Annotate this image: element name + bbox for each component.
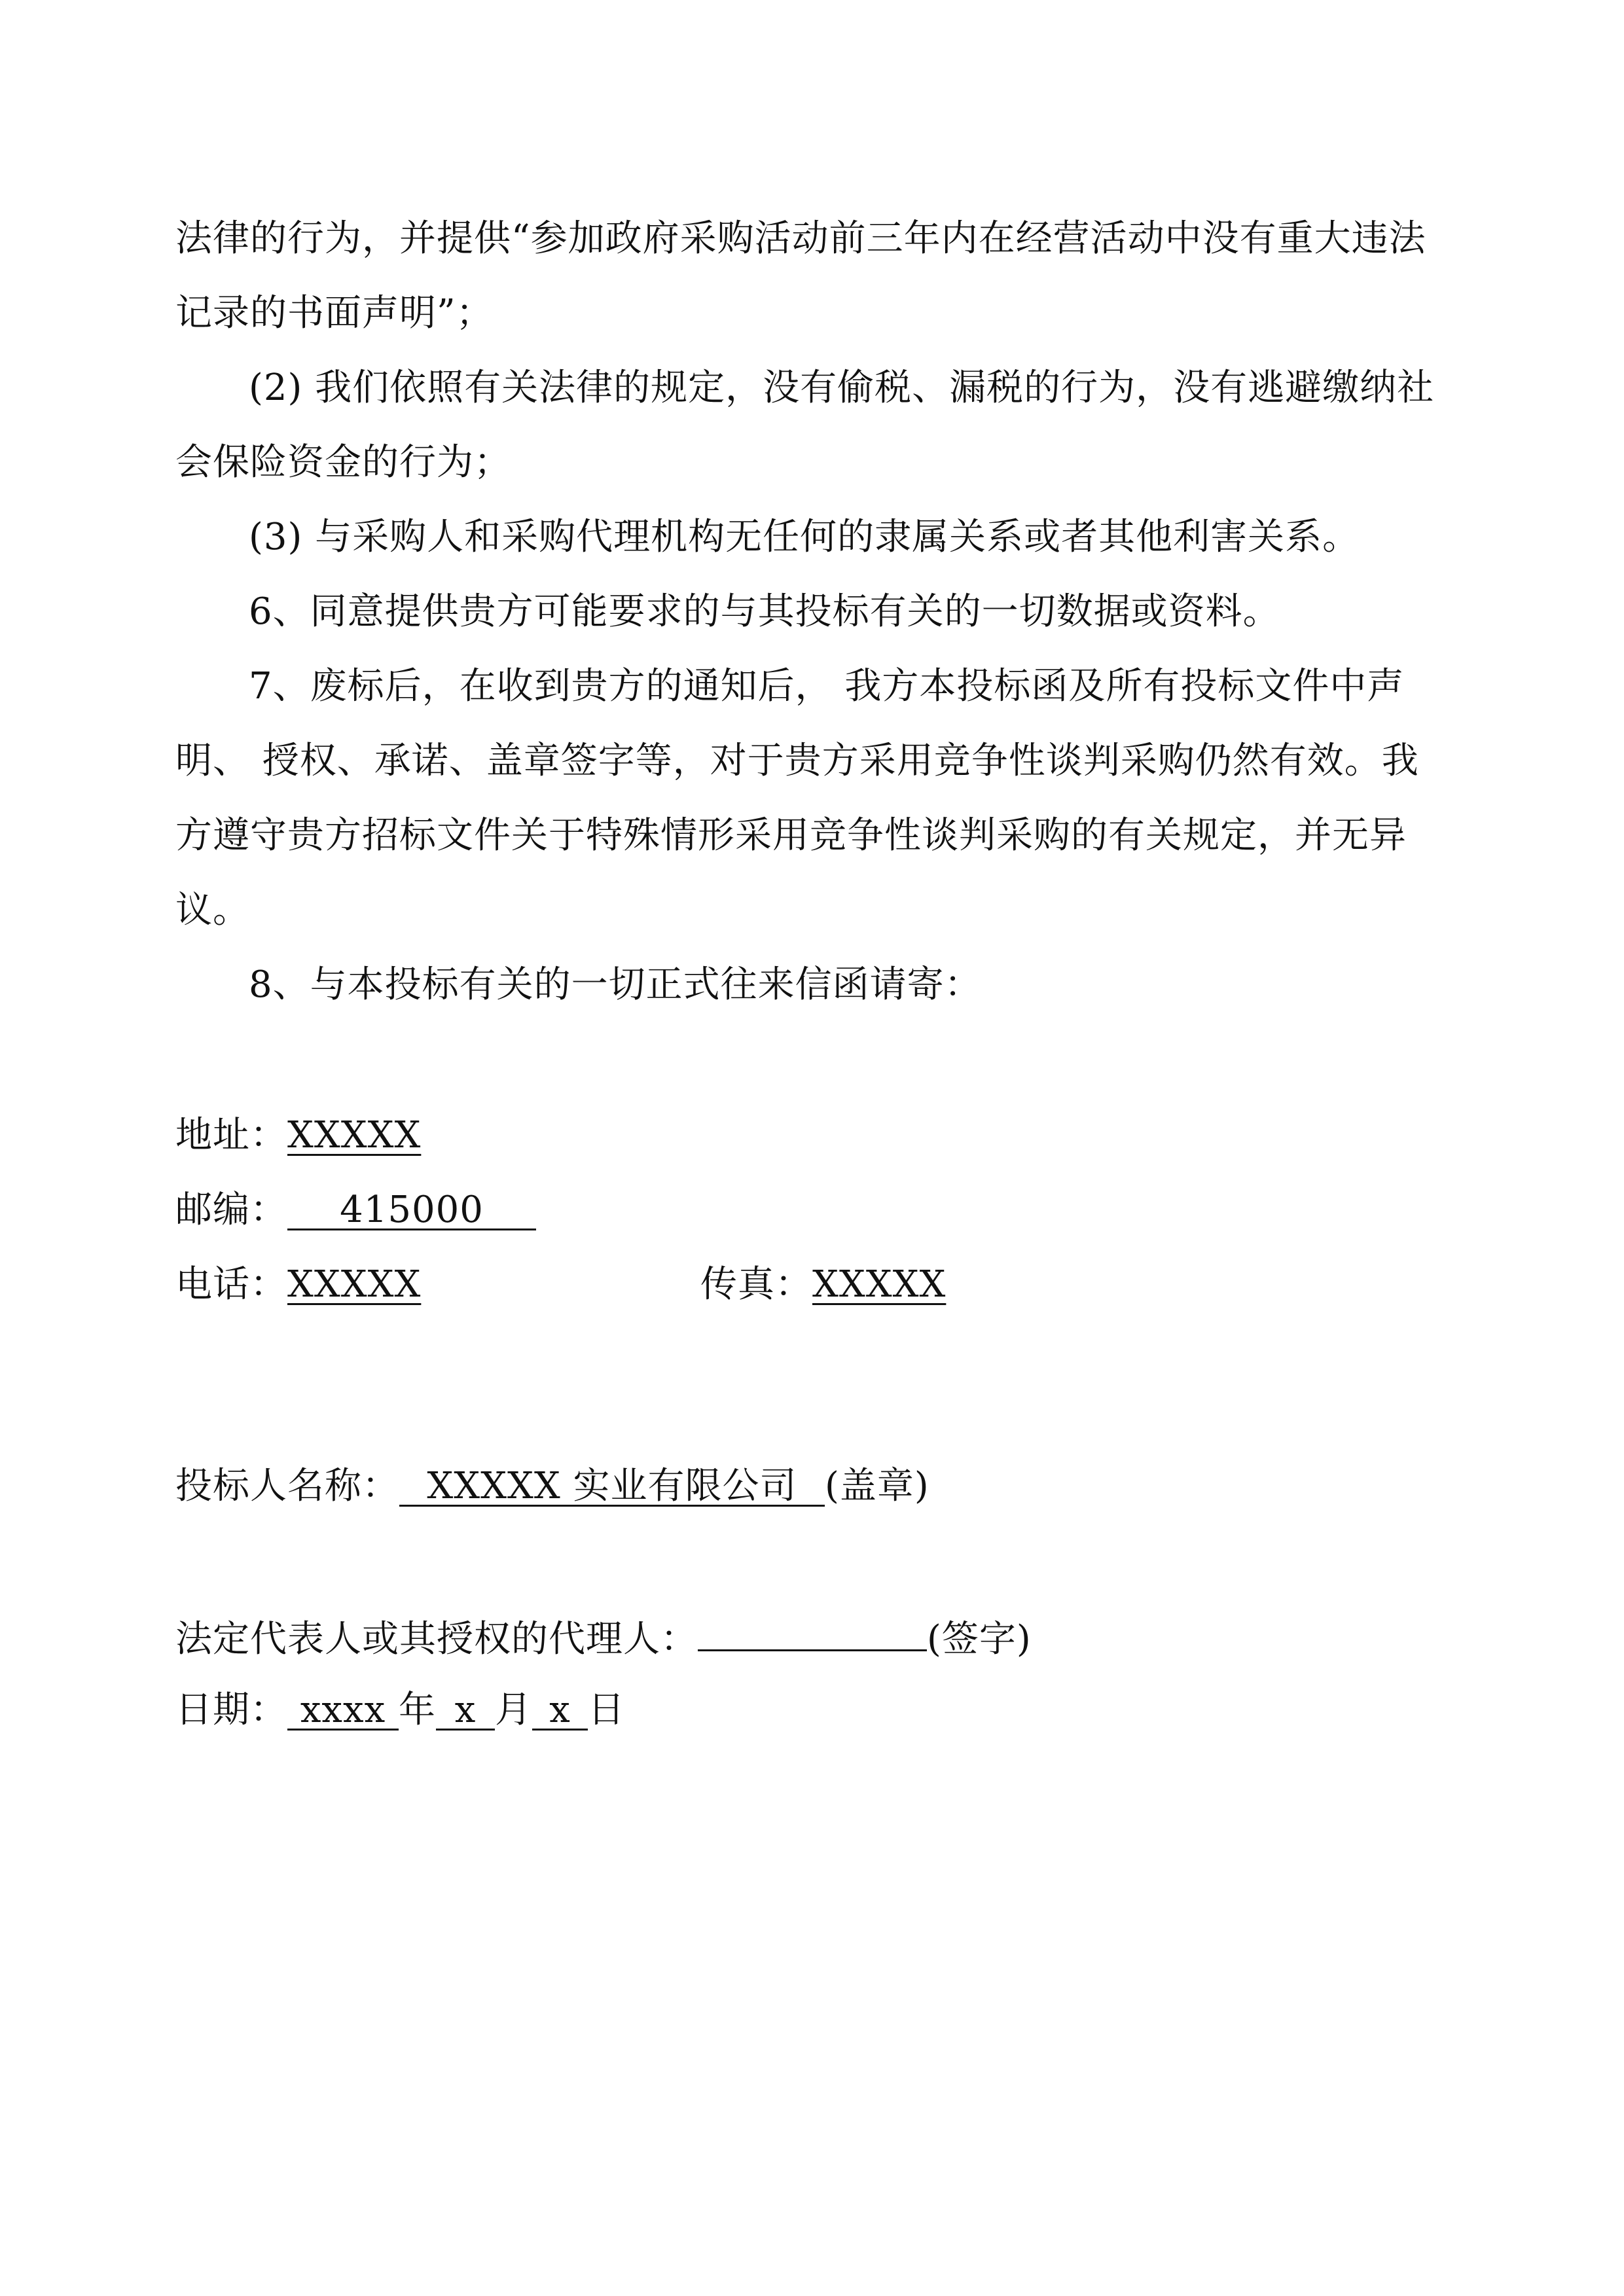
- postcode-field: [287, 1189, 536, 1231]
- postcode-value: 415000: [340, 1189, 484, 1231]
- phone-label: 电话：: [175, 1263, 287, 1306]
- month-unit: 月: [495, 1689, 532, 1731]
- paragraph-correspondence: 8、与本投标有关的一切正式往来信函请寄：: [249, 963, 982, 1006]
- phone-row: [175, 1262, 421, 1308]
- paragraph-legal-record: 法律的行为，并提供“参加政府采购活动前三年内在经营活动中没有重大违法记录的书面声明”；: [175, 217, 1426, 334]
- year-value: xxxx: [300, 1689, 386, 1731]
- bidder-field: [399, 1465, 825, 1507]
- paragraph-competitive-negotiation: 7、废标后，在收到贵方的通知后， 我方本投标函及所有投标文件中声明、 授权、承诺、盖章签字等，对于贵方采用竞争性谈判采购仍然有效。我方遵守贵方招标文件关于特殊情形采用竞争性谈判采购的有关规定，并无异议。: [175, 665, 1419, 931]
- year-unit: 年: [399, 1689, 436, 1731]
- day-value: x: [549, 1689, 571, 1731]
- fax-value: XXXXX: [812, 1263, 947, 1306]
- fax-label: 传真：: [700, 1263, 812, 1306]
- postcode-row: [175, 1187, 536, 1233]
- day-unit: 日: [588, 1689, 625, 1731]
- postcode-label: 邮编：: [175, 1189, 287, 1231]
- address-row: [175, 1113, 421, 1158]
- bidder-label: 投标人名称：: [175, 1465, 399, 1507]
- month-field: [436, 1689, 495, 1731]
- address-value: XXXXX: [287, 1114, 422, 1157]
- paragraph-tax-compliance: (2) 我们依照有关法律的规定，没有偷税、漏税的行为，没有逃避缴纳社会保险资金的行为；: [175, 367, 1435, 484]
- date-label: 日期：: [175, 1689, 287, 1731]
- paragraph-no-affiliation: (3) 与采购人和采购代理机构无任何的隶属关系或者其他利害关系。: [249, 516, 1360, 558]
- day-field: [532, 1689, 588, 1731]
- sign-note: (签字): [927, 1618, 1032, 1660]
- representative-label: 法定代表人或其授权的代理人：: [175, 1618, 698, 1660]
- bidder-row: [175, 1463, 929, 1509]
- representative-row: [175, 1613, 1032, 1662]
- fax-row: [700, 1262, 946, 1308]
- phone-value: XXXXX: [287, 1263, 422, 1306]
- bidder-value: XXXXX 实业有限公司: [427, 1465, 797, 1507]
- seal-note: (盖章): [825, 1465, 929, 1507]
- month-value: x: [454, 1689, 477, 1731]
- paragraph-provide-data: 6、同意提供贵方可能要求的与其投标有关的一切数据或资料。: [249, 590, 1280, 633]
- address-label: 地址：: [175, 1114, 287, 1157]
- signature-blank: [698, 1613, 927, 1651]
- date-row: [175, 1687, 625, 1733]
- year-field: [287, 1689, 399, 1731]
